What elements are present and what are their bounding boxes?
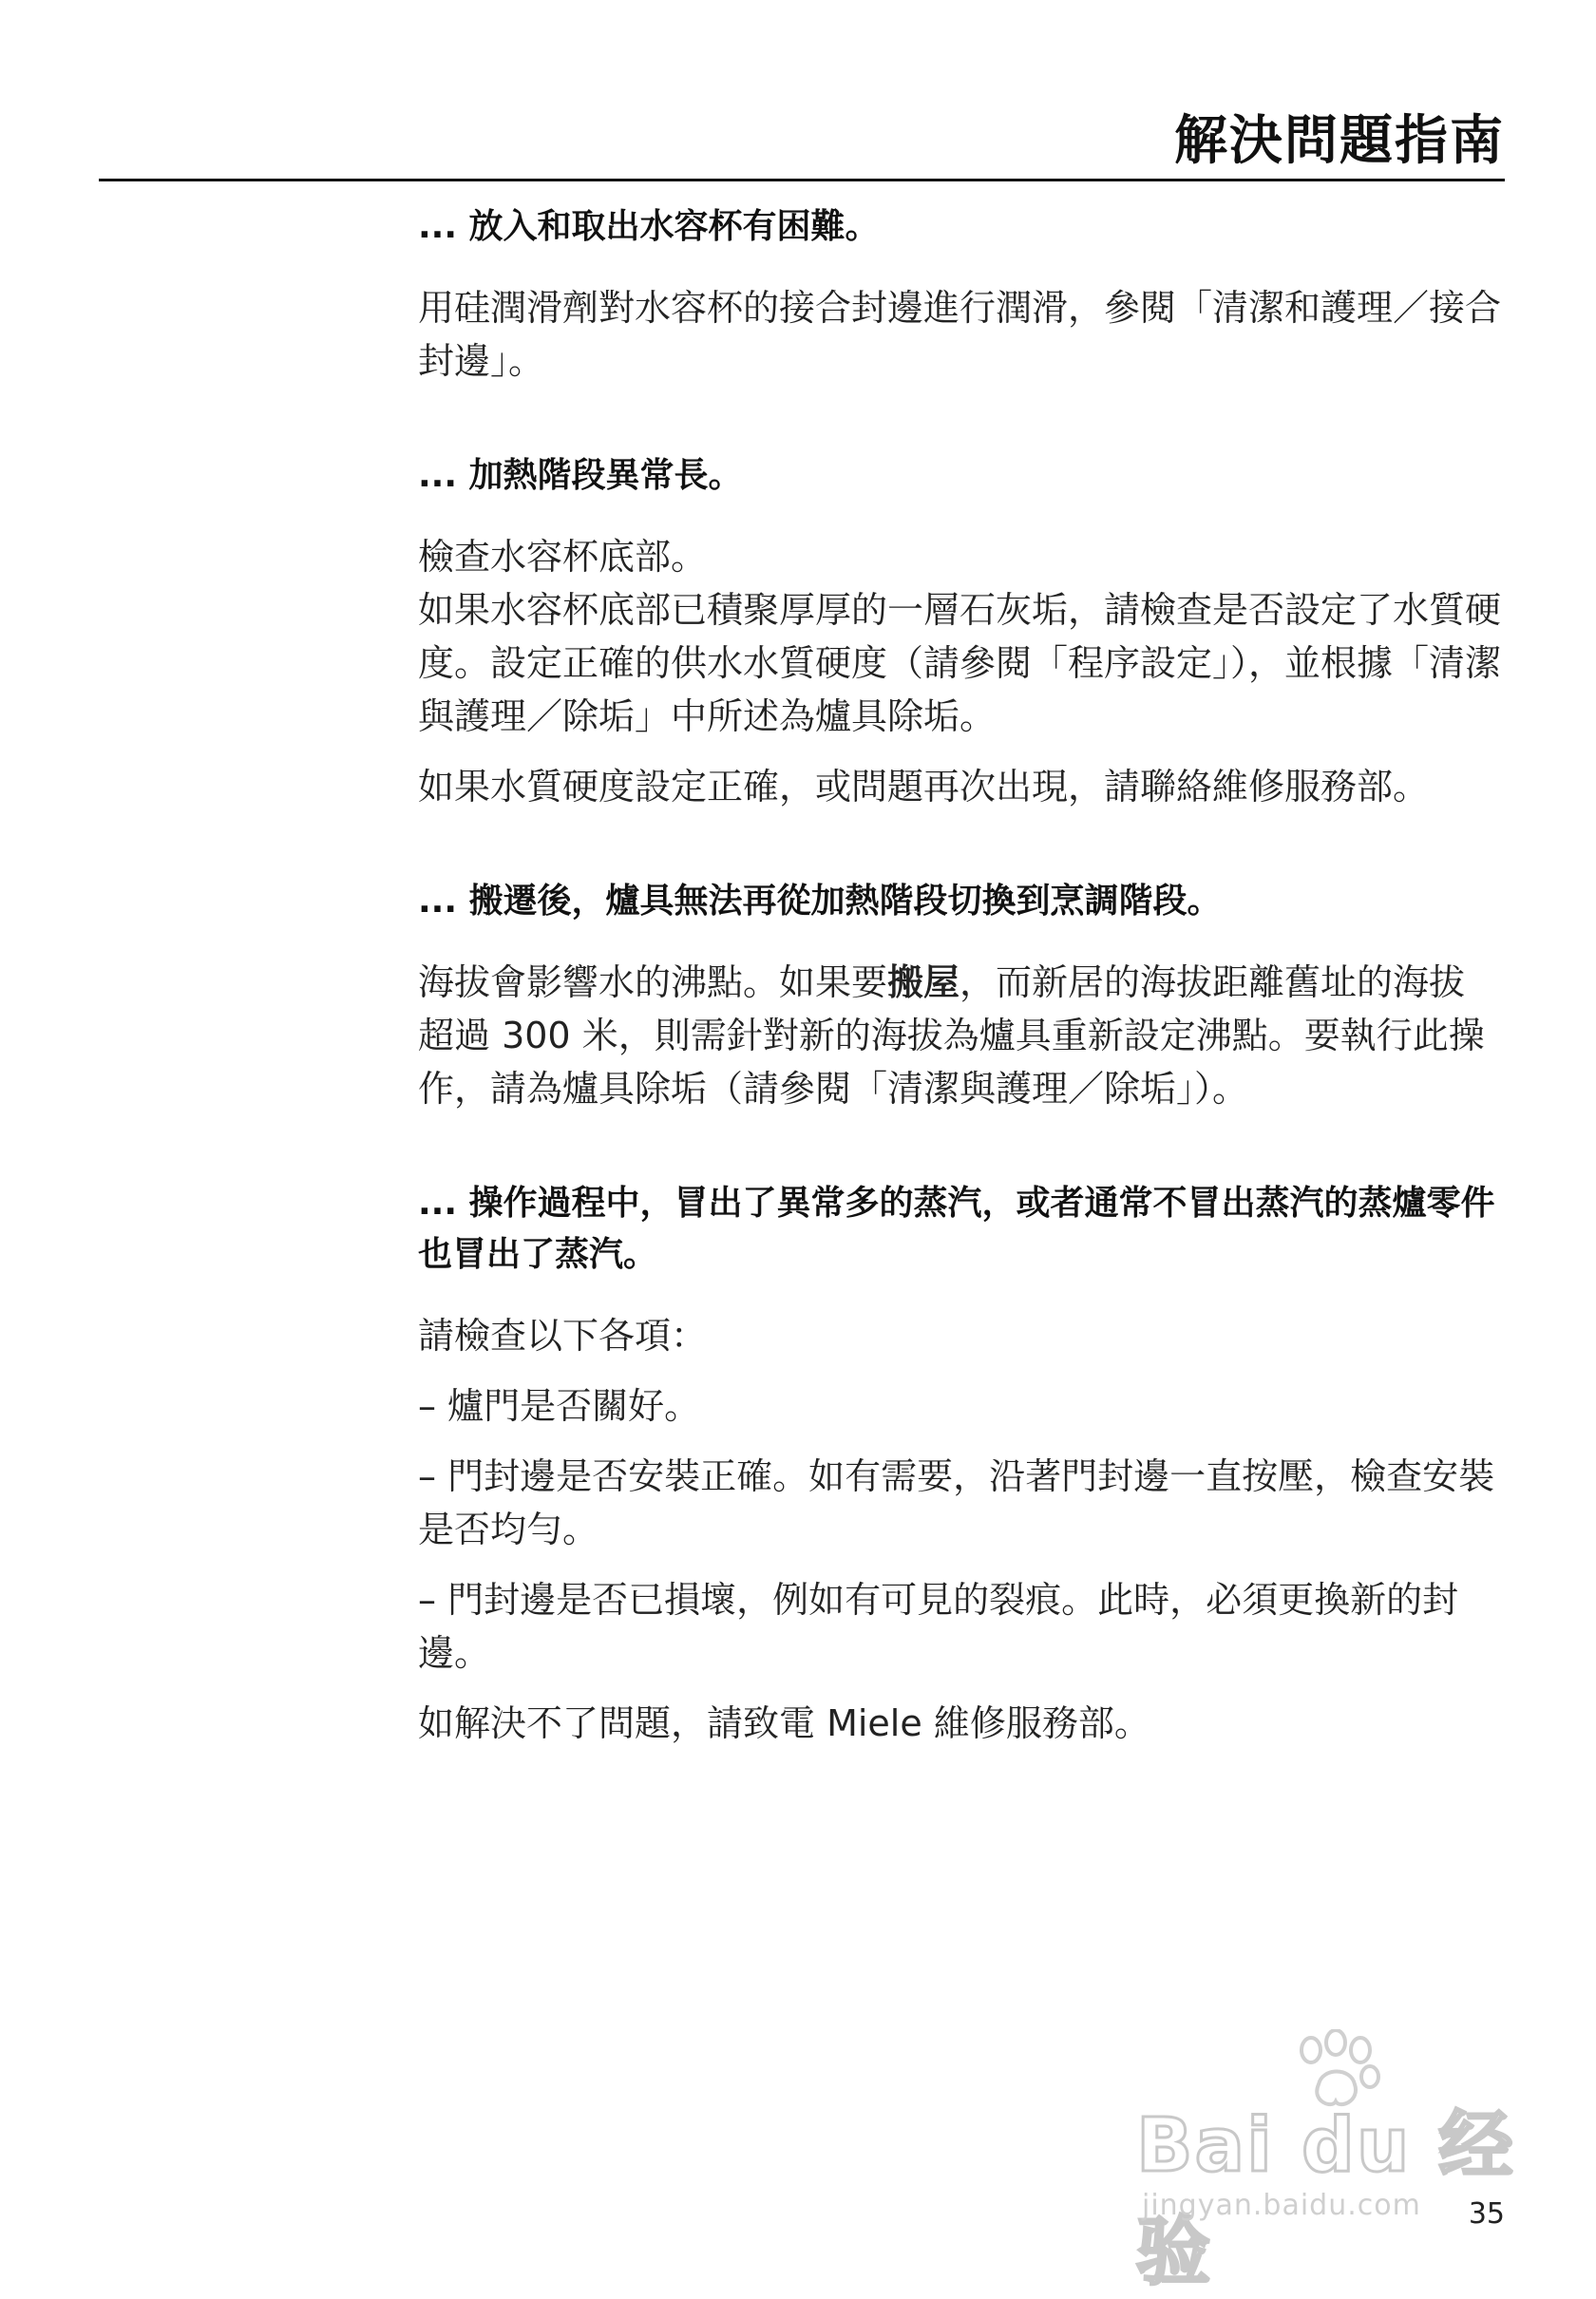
line-scale-hardness: 如果水容杯底部已積聚厚厚的一層石灰垢，請檢查是否設定了水質硬度。設定正確的供水水質硬度（請參閱「程序設定」），並根據「清潔與護理／除垢」中所述為爐具除垢。 [418,589,1502,737]
watermark-brand: Bai du 经验 [1136,2103,1515,2295]
list-item-seal-damaged: – 門封邊是否已損壞，例如有可見的裂痕。此時，必須更換新的封邊。 [418,1579,1459,1674]
altitude-text-bold: 搬屋 [887,961,960,1003]
page-number: 35 [1468,2197,1505,2231]
paragraph-check-bottom [418,530,1501,743]
section-heading-after-moving: ... 搬遷後，爐具無法再從加熱階段切換到烹調階段。 [418,882,1222,921]
list-item-door-closed: – 爐門是否關好。 [418,1385,701,1427]
section-heading-water-container: ... 放入和取出水容杯有困難。 [418,207,880,246]
altitude-text-before: 海拔會影響水的沸點。如果要 [418,961,888,1003]
title-rule [99,179,1505,181]
content-column [418,201,1501,1750]
paragraph-call-miele: 如解決不了問題，請致電 Miele 維修服務部。 [418,1702,1150,1744]
baidu-watermark [1136,2029,1516,2295]
watermark-url: jingyan.baidu.com [1142,2189,1421,2222]
page-title: 解決問題指南 [1174,110,1505,172]
altitude-text-after: ，而新居的海拔距離舊址的海拔超過 300 米，則需針對新的海拔為爐具重新設定沸點。要執行此操作，請為爐具除垢（請參閱「清潔與護理／除垢」）。 [418,961,1485,1110]
section-heading-heating-long: ... 加熱階段異常長。 [418,456,743,495]
list-item-seal-installed: – 門封邊是否安裝正確。如有需要，沿著門封邊一直按壓，檢查安裝是否均勻。 [418,1455,1495,1550]
paragraph-contact-service: 如果水質硬度設定正確，或問題再次出現，請聯絡維修服務部。 [418,766,1430,808]
paragraph-altitude [418,956,1501,1115]
paragraph-check-following: 請檢查以下各項： [418,1315,708,1357]
line-check-bottom: 檢查水容杯底部。 [418,536,708,578]
section-heading-excess-steam: ... 操作過程中，冒出了異常多的蒸汽，或者通常不冒出蒸汽的蒸爐零件也冒出了蒸汽。 [418,1184,1495,1274]
paragraph-lubricate: 用硅潤滑劑對水容杯的接合封邊進行潤滑，參閱「清潔和護理／接合封邊」。 [418,287,1502,382]
